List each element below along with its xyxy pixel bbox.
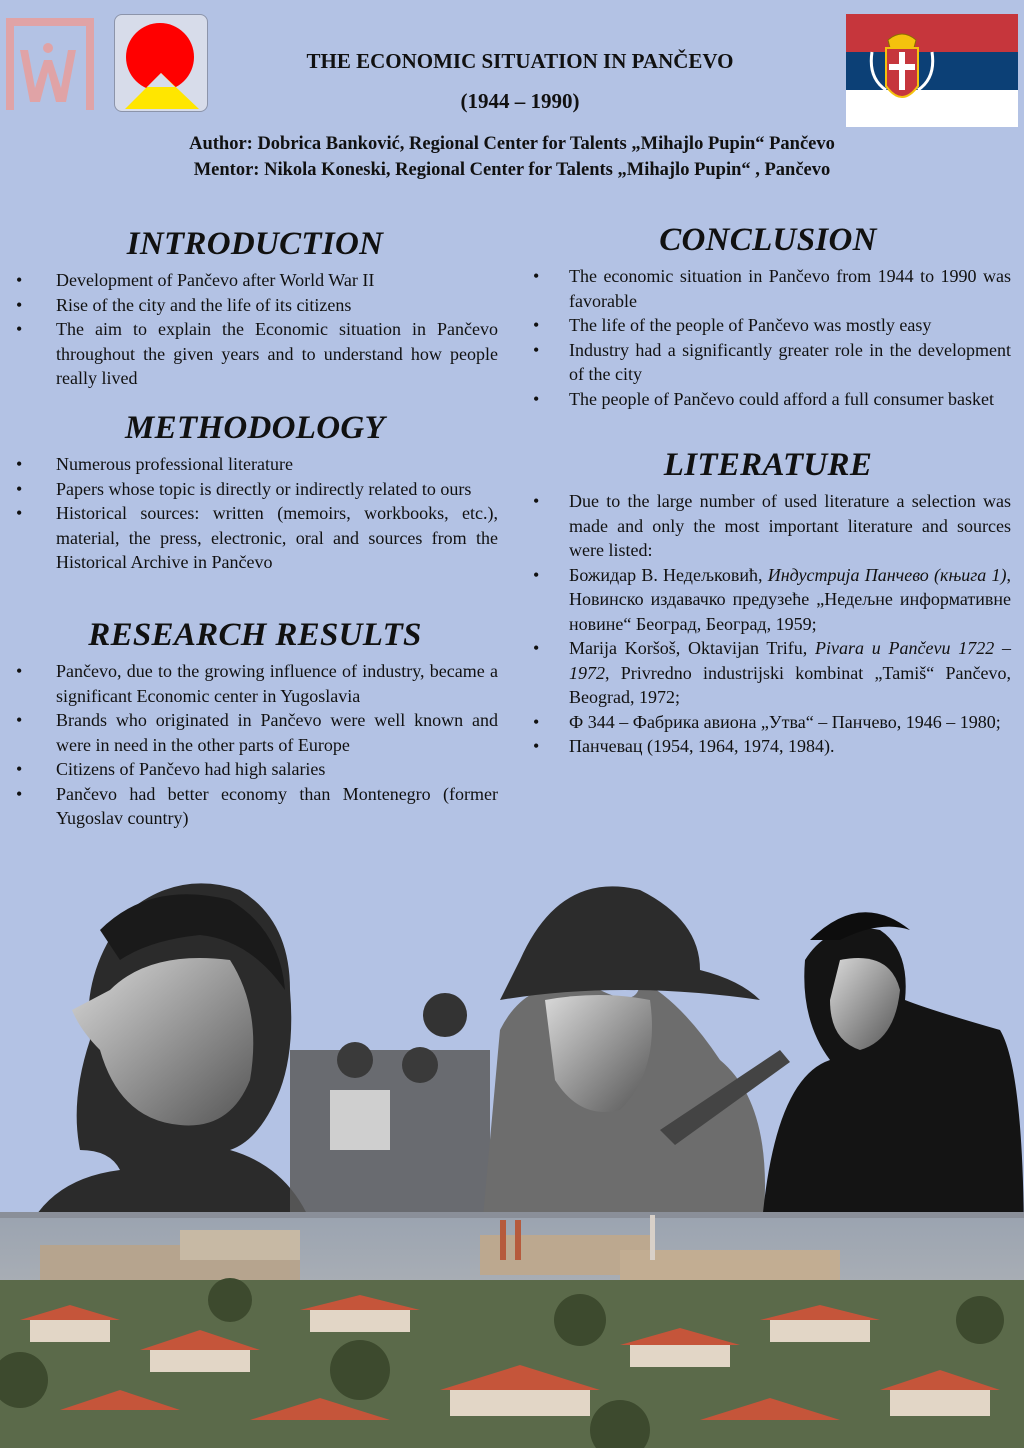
worker-helmet-photo bbox=[480, 886, 765, 1250]
mentor-line: Mentor: Nikola Koneski, Regional Center for Talents „Mihajlo Pupin“ , Pančevo bbox=[193, 160, 831, 180]
list-item: • The people of Pančevo could afford a full consumer basket bbox=[523, 387, 1011, 412]
list-item: • Citizens of Pančevo had high salaries bbox=[10, 757, 498, 782]
introduction-list bbox=[10, 268, 498, 391]
author-line: Author: Dobrica Banković, Regional Center for Talents „Mihajlo Pupin“ Pančevo bbox=[189, 134, 835, 154]
research-results-heading: RESEARCH RESULTS bbox=[88, 617, 422, 653]
reference-text: Божидар В. Недељковић, bbox=[569, 564, 768, 585]
list-item: • The economic situation in Pančevo from 1944 to 1990 was favorable bbox=[523, 264, 1011, 313]
serbian-flag-icon bbox=[846, 14, 1018, 127]
list-item: • Rise of the city and the life of its citizens bbox=[10, 293, 498, 318]
reference-title: Индустрија Панчево (књига 1) bbox=[767, 564, 1007, 585]
reference-title: Pivara u Pančevu 1722 –1972 bbox=[569, 638, 1011, 683]
reference-item bbox=[523, 563, 1011, 637]
portrait-photo bbox=[20, 883, 320, 1250]
list-item: • The life of the people of Pančevo was mostly easy bbox=[523, 313, 1011, 338]
list-item: • Numerous professional literature bbox=[10, 452, 498, 477]
methodology-heading: METHODOLOGY bbox=[125, 410, 385, 446]
poster-title: THE ECONOMIC SITUATION IN PANČEVO bbox=[306, 49, 734, 73]
list-item: • Development of Pančevo after World War II bbox=[10, 268, 498, 293]
conclusion-list bbox=[523, 264, 1011, 411]
methodology-list bbox=[10, 452, 498, 575]
reference-item bbox=[523, 710, 1011, 735]
reference-text: , Новинско издавачко предузеће „Недељне информативне новине“ Београд, Београд, 1959; bbox=[569, 564, 1012, 634]
list-item: • The aim to explain the Economic situation in Pančevo throughout the given years and to understand how people really lived bbox=[10, 317, 498, 391]
introduction-heading: INTRODUCTION bbox=[126, 226, 384, 262]
center-logo-icon bbox=[2, 16, 100, 111]
sun-triangle-logo-icon bbox=[115, 15, 207, 111]
reference-text: Marija Koršoš, Oktavijan Trifu, bbox=[569, 638, 816, 658]
reference-text: , Privredno industrijski kombinat „Tamiš“ Pančevo, Beograd, 1972; bbox=[569, 662, 1011, 707]
poster-subtitle-years: (1944 – 1990) bbox=[460, 89, 580, 113]
literature-heading: LITERATURE bbox=[663, 447, 873, 483]
list-item: • Brands who originated in Pančevo were well known and were in need in the other parts of Europe bbox=[10, 708, 498, 757]
reference-item bbox=[523, 636, 1011, 710]
soldiers-photo bbox=[290, 993, 490, 1250]
list-item: • Papers whose topic is directly or indirectly related to ours bbox=[10, 477, 498, 502]
reference-item bbox=[523, 734, 1011, 759]
conclusion-heading: CONCLUSION bbox=[659, 222, 877, 258]
list-item: • Pančevo, due to the growing influence of industry, became a significant Economic center in Yugoslavia bbox=[10, 659, 498, 708]
literature-intro: • Due to the large number of used literature a selection was made and only the most important literature and sources were listed: bbox=[523, 489, 1011, 563]
list-item: • Industry had a significantly greater role in the development of the city bbox=[523, 338, 1011, 387]
reference-text: Панчевац (1954, 1964, 1974, 1984). bbox=[569, 736, 835, 756]
list-item: • Historical sources: written (memoirs, workbooks, etc.), material, the press, electronic, oral and sources from the Historical Archive in Pančevo bbox=[10, 501, 498, 575]
list-item: • Pančevo had better economy than Montenegro (former Yugoslav country) bbox=[10, 782, 498, 831]
sun-triangle-logo bbox=[114, 14, 208, 112]
literature-list bbox=[523, 489, 1011, 759]
town-panorama-photo bbox=[0, 1212, 1024, 1448]
reference-text: Ф 344 – Фабрика авиона „Утва“ – Панчево, 1946 – 1980; bbox=[569, 711, 1001, 732]
research-results-list bbox=[10, 659, 498, 831]
historical-photo-collage bbox=[0, 850, 1024, 1448]
